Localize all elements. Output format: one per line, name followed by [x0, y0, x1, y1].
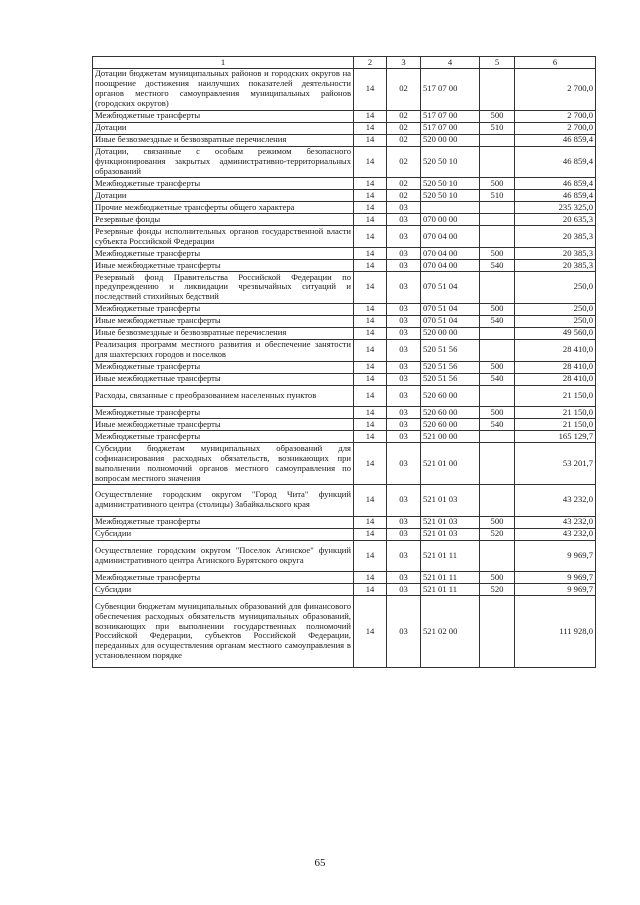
cell-name: Межбюджетные трансферты: [93, 516, 354, 528]
header-col-3: 3: [387, 57, 421, 69]
cell-target-item: 520 00 00: [421, 327, 480, 339]
cell-expense-type: [480, 146, 515, 178]
cell-subsection: 02: [387, 178, 421, 190]
cell-section: 14: [354, 190, 387, 202]
cell-section: 14: [354, 431, 387, 443]
cell-name: Межбюджетные трансферты: [93, 248, 354, 260]
cell-target-item: 520 50 10: [421, 190, 480, 202]
cell-amount: 43 232,0: [515, 528, 596, 540]
cell-expense-type: [480, 431, 515, 443]
cell-expense-type: [480, 484, 515, 516]
table-row: [93, 385, 596, 407]
cell-section: 14: [354, 443, 387, 485]
cell-subsection: 03: [387, 260, 421, 272]
cell-amount: 43 232,0: [515, 484, 596, 516]
cell-subsection: 03: [387, 484, 421, 516]
cell-expense-type: 540: [480, 419, 515, 431]
cell-name: Прочие межбюджетные трансферты общего характера: [93, 202, 354, 214]
cell-name: Дотации: [93, 122, 354, 134]
cell-name: Межбюджетные трансферты: [93, 178, 354, 190]
cell-expense-type: 500: [480, 407, 515, 419]
cell-amount: 53 201,7: [515, 443, 596, 485]
cell-amount: 9 969,7: [515, 572, 596, 584]
cell-name: Межбюджетные трансферты: [93, 361, 354, 373]
table-row: [93, 540, 596, 572]
cell-target-item: 520 60 00: [421, 419, 480, 431]
cell-name: Резервный фонд Правительства Российской Федерации по предупреждению и ликвидации чрезвычайных ситуаций и последствий стихийных бедствий: [93, 272, 354, 304]
cell-expense-type: [480, 327, 515, 339]
cell-section: 14: [354, 110, 387, 122]
header-col-5: 5: [480, 57, 515, 69]
cell-subsection: 03: [387, 443, 421, 485]
cell-target-item: 070 51 04: [421, 315, 480, 327]
cell-section: 14: [354, 214, 387, 226]
cell-subsection: 03: [387, 303, 421, 315]
cell-section: 14: [354, 272, 387, 304]
cell-subsection: 02: [387, 190, 421, 202]
cell-amount: 20 635,3: [515, 214, 596, 226]
cell-name: Расходы, связанные с преобразованием населенных пунктов: [93, 385, 354, 407]
cell-amount: 250,0: [515, 272, 596, 304]
cell-amount: 250,0: [515, 315, 596, 327]
cell-expense-type: 500: [480, 361, 515, 373]
cell-amount: 46 859,4: [515, 146, 596, 178]
cell-subsection: 03: [387, 572, 421, 584]
cell-subsection: 03: [387, 540, 421, 572]
cell-target-item: 521 01 00: [421, 443, 480, 485]
table-row: [93, 431, 596, 443]
table-row: [93, 226, 596, 248]
cell-subsection: 03: [387, 584, 421, 596]
cell-section: 14: [354, 248, 387, 260]
cell-subsection: 03: [387, 596, 421, 667]
table-row: [93, 134, 596, 146]
cell-subsection: 03: [387, 361, 421, 373]
cell-expense-type: 520: [480, 528, 515, 540]
cell-subsection: 03: [387, 226, 421, 248]
cell-amount: 43 232,0: [515, 516, 596, 528]
cell-section: 14: [354, 572, 387, 584]
cell-target-item: 520 50 10: [421, 146, 480, 178]
cell-amount: 46 859,4: [515, 190, 596, 202]
table-row: [93, 528, 596, 540]
table-row: [93, 572, 596, 584]
cell-target-item: 520 60 00: [421, 407, 480, 419]
cell-subsection: 02: [387, 110, 421, 122]
cell-target-item: 520 50 10: [421, 178, 480, 190]
cell-expense-type: [480, 202, 515, 214]
table-row: [93, 190, 596, 202]
cell-amount: 21 150,0: [515, 407, 596, 419]
cell-subsection: 03: [387, 419, 421, 431]
cell-amount: 20 385,3: [515, 260, 596, 272]
cell-name: Иные межбюджетные трансферты: [93, 260, 354, 272]
cell-amount: 9 969,7: [515, 540, 596, 572]
table-row: [93, 146, 596, 178]
cell-section: 14: [354, 419, 387, 431]
table-row: [93, 315, 596, 327]
table-row: [93, 339, 596, 361]
cell-amount: 20 385,3: [515, 248, 596, 260]
cell-expense-type: [480, 272, 515, 304]
cell-name: Резервные фонды: [93, 214, 354, 226]
cell-name: Осуществление городским округом "Поселок Агинское" функций административного центра Агинского Бурятского округа: [93, 540, 354, 572]
cell-name: Субсидии бюджетам муниципальных образований для софинансирования расходных обязательств, возникающих при выполнении полномочий органов местного самоуправления по вопросам местного значения: [93, 443, 354, 485]
cell-subsection: 02: [387, 146, 421, 178]
cell-expense-type: [480, 226, 515, 248]
table-row: [93, 327, 596, 339]
cell-section: 14: [354, 178, 387, 190]
budget-table: [92, 56, 596, 668]
cell-name: Иные межбюджетные трансферты: [93, 315, 354, 327]
cell-expense-type: 510: [480, 190, 515, 202]
cell-amount: 250,0: [515, 303, 596, 315]
cell-expense-type: 540: [480, 373, 515, 385]
cell-name: Дотации, связанные с особым режимом безопасного функционирования закрытых административно-территориальных образований: [93, 146, 354, 178]
cell-section: 14: [354, 540, 387, 572]
cell-expense-type: 500: [480, 572, 515, 584]
cell-name: Дотации: [93, 190, 354, 202]
table-header-row: [93, 57, 596, 69]
cell-target-item: 520 51 56: [421, 361, 480, 373]
cell-expense-type: 540: [480, 315, 515, 327]
cell-subsection: 03: [387, 431, 421, 443]
cell-name: Межбюджетные трансферты: [93, 303, 354, 315]
cell-name: Иные межбюджетные трансферты: [93, 373, 354, 385]
cell-amount: 49 560,0: [515, 327, 596, 339]
cell-subsection: 03: [387, 202, 421, 214]
cell-subsection: 03: [387, 315, 421, 327]
cell-section: 14: [354, 226, 387, 248]
table-row: [93, 214, 596, 226]
table-row: [93, 272, 596, 304]
cell-amount: 28 410,0: [515, 373, 596, 385]
cell-subsection: 02: [387, 134, 421, 146]
cell-section: 14: [354, 202, 387, 214]
table-row: [93, 373, 596, 385]
table-row: [93, 122, 596, 134]
cell-amount: 235 325,0: [515, 202, 596, 214]
page-number: 65: [314, 857, 326, 869]
cell-amount: 46 859,4: [515, 134, 596, 146]
cell-name: Межбюджетные трансферты: [93, 431, 354, 443]
table-row: [93, 202, 596, 214]
cell-amount: 20 385,3: [515, 226, 596, 248]
cell-name: Субсидии: [93, 584, 354, 596]
table-row: [93, 443, 596, 485]
table-row: [93, 596, 596, 667]
table-row: [93, 407, 596, 419]
cell-subsection: 03: [387, 373, 421, 385]
table-body: [93, 69, 596, 668]
cell-name: Осуществление городским округом "Город Чита" функций административного центра (столицы) Забайкальского края: [93, 484, 354, 516]
cell-section: 14: [354, 122, 387, 134]
cell-section: 14: [354, 528, 387, 540]
cell-expense-type: [480, 214, 515, 226]
cell-name: Субвенции бюджетам муниципальных образований для финансового обеспечения расходных обязательств муниципальных образований, возникающих при выполнении государственных полномочий Российской Федерации, субъектов Российской Федерации, переданных для осуществления органам местного самоуправления в установленном порядке: [93, 596, 354, 667]
cell-expense-type: 500: [480, 178, 515, 190]
cell-expense-type: 500: [480, 110, 515, 122]
cell-expense-type: [480, 596, 515, 667]
cell-target-item: 070 04 00: [421, 248, 480, 260]
cell-target-item: 070 04 00: [421, 226, 480, 248]
cell-name: Реализация программ местного развития и обеспечение занятости для шахтерских городов и поселков: [93, 339, 354, 361]
cell-expense-type: [480, 134, 515, 146]
table-row: [93, 484, 596, 516]
cell-amount: 165 129,7: [515, 431, 596, 443]
cell-amount: 21 150,0: [515, 385, 596, 407]
cell-target-item: [421, 202, 480, 214]
cell-target-item: 517 07 00: [421, 110, 480, 122]
table-row: [93, 516, 596, 528]
cell-expense-type: [480, 69, 515, 111]
cell-subsection: 03: [387, 248, 421, 260]
cell-subsection: 02: [387, 122, 421, 134]
cell-section: 14: [354, 146, 387, 178]
cell-section: 14: [354, 69, 387, 111]
cell-subsection: 03: [387, 516, 421, 528]
cell-target-item: 070 51 04: [421, 303, 480, 315]
cell-section: 14: [354, 361, 387, 373]
cell-name: Межбюджетные трансферты: [93, 407, 354, 419]
cell-name: Субсидии: [93, 528, 354, 540]
cell-amount: 2 700,0: [515, 110, 596, 122]
cell-target-item: 517 07 00: [421, 69, 480, 111]
cell-amount: 111 928,0: [515, 596, 596, 667]
cell-target-item: 521 01 11: [421, 572, 480, 584]
table-row: [93, 303, 596, 315]
cell-expense-type: 540: [480, 260, 515, 272]
cell-expense-type: [480, 385, 515, 407]
cell-expense-type: [480, 339, 515, 361]
cell-name: Иные межбюджетные трансферты: [93, 419, 354, 431]
cell-subsection: 03: [387, 327, 421, 339]
table-row: [93, 260, 596, 272]
table-row: [93, 584, 596, 596]
cell-amount: 9 969,7: [515, 584, 596, 596]
cell-section: 14: [354, 134, 387, 146]
table-row: [93, 361, 596, 373]
cell-name: Дотации бюджетам муниципальных районов и городских округов на поощрение достижения наилучших показателей деятельности органов местного самоуправления муниципальных районов (городских округов): [93, 69, 354, 111]
cell-amount: 28 410,0: [515, 361, 596, 373]
cell-name: Резервные фонды исполнительных органов государственной власти субъекта Российской Федерации: [93, 226, 354, 248]
cell-section: 14: [354, 596, 387, 667]
cell-target-item: 520 51 56: [421, 339, 480, 361]
table-row: [93, 110, 596, 122]
cell-target-item: 520 00 00: [421, 134, 480, 146]
cell-target-item: 520 60 00: [421, 385, 480, 407]
cell-amount: 2 700,0: [515, 69, 596, 111]
header-col-6: 6: [515, 57, 596, 69]
cell-section: 14: [354, 303, 387, 315]
cell-name: Межбюджетные трансферты: [93, 572, 354, 584]
cell-subsection: 02: [387, 69, 421, 111]
cell-section: 14: [354, 327, 387, 339]
cell-target-item: 521 00 00: [421, 431, 480, 443]
cell-amount: 46 859,4: [515, 178, 596, 190]
cell-subsection: 03: [387, 407, 421, 419]
cell-name: Иные безвозмездные и безвозвратные перечисления: [93, 134, 354, 146]
cell-expense-type: 520: [480, 584, 515, 596]
cell-target-item: 517 07 00: [421, 122, 480, 134]
cell-name: Межбюджетные трансферты: [93, 110, 354, 122]
cell-expense-type: 510: [480, 122, 515, 134]
cell-target-item: 070 04 00: [421, 260, 480, 272]
cell-target-item: 521 02 00: [421, 596, 480, 667]
cell-target-item: 070 51 04: [421, 272, 480, 304]
cell-target-item: 070 00 00: [421, 214, 480, 226]
cell-target-item: 521 01 11: [421, 540, 480, 572]
cell-section: 14: [354, 315, 387, 327]
cell-target-item: 521 01 11: [421, 584, 480, 596]
cell-amount: 21 150,0: [515, 419, 596, 431]
cell-target-item: 521 01 03: [421, 528, 480, 540]
cell-target-item: 521 01 03: [421, 516, 480, 528]
header-col-1: 1: [93, 57, 354, 69]
cell-section: 14: [354, 339, 387, 361]
table-row: [93, 178, 596, 190]
cell-target-item: 520 51 56: [421, 373, 480, 385]
cell-section: 14: [354, 407, 387, 419]
cell-expense-type: [480, 540, 515, 572]
cell-amount: 2 700,0: [515, 122, 596, 134]
cell-section: 14: [354, 373, 387, 385]
cell-section: 14: [354, 260, 387, 272]
cell-section: 14: [354, 516, 387, 528]
cell-expense-type: 500: [480, 248, 515, 260]
cell-target-item: 521 01 03: [421, 484, 480, 516]
cell-subsection: 03: [387, 528, 421, 540]
header-col-2: 2: [354, 57, 387, 69]
cell-section: 14: [354, 484, 387, 516]
cell-subsection: 03: [387, 272, 421, 304]
cell-expense-type: [480, 443, 515, 485]
header-col-4: 4: [421, 57, 480, 69]
cell-section: 14: [354, 584, 387, 596]
table-row: [93, 419, 596, 431]
cell-expense-type: 500: [480, 303, 515, 315]
table-row: [93, 69, 596, 111]
cell-subsection: 03: [387, 339, 421, 361]
cell-expense-type: 500: [480, 516, 515, 528]
cell-subsection: 03: [387, 385, 421, 407]
table-row: [93, 248, 596, 260]
cell-subsection: 03: [387, 214, 421, 226]
cell-name: Иные безвозмездные и безвозвратные перечисления: [93, 327, 354, 339]
cell-section: 14: [354, 385, 387, 407]
cell-amount: 28 410,0: [515, 339, 596, 361]
